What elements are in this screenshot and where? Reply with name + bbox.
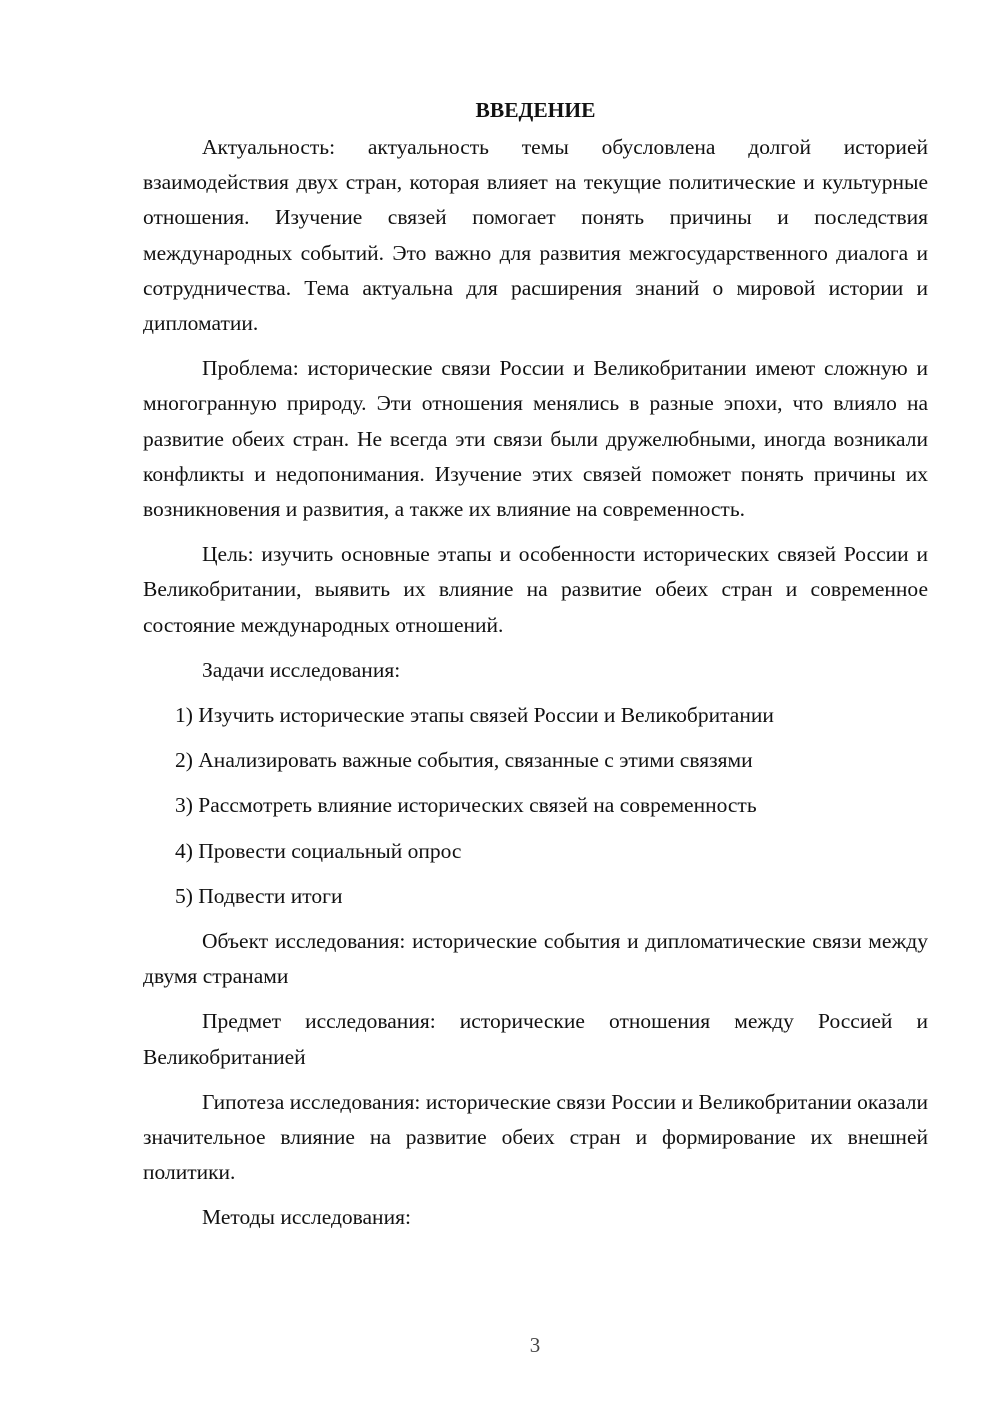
task-item: 5) Подвести итоги bbox=[175, 883, 343, 908]
tasks-heading: Задачи исследования: bbox=[202, 657, 401, 682]
subject-paragraph: Предмет исследования: исторические отношения между Россией и Великобританией bbox=[143, 1009, 928, 1069]
methods-heading: Методы исследования: bbox=[202, 1205, 411, 1230]
task-item: 2) Анализировать важные события, связанные с этими связями bbox=[175, 748, 753, 773]
section-title: ВВЕДЕНИЕ bbox=[475, 98, 596, 122]
tasks-list bbox=[143, 698, 928, 914]
goal-paragraph: Цель: изучить основные этапы и особенности исторических связей России и Великобритании, выявить их влияние на развитие обеих стран и современное состояние международных отношений. bbox=[143, 542, 928, 637]
task-item: 1) Изучить исторические этапы связей России и Великобритании bbox=[175, 703, 774, 728]
task-item: 4) Провести социальный опрос bbox=[175, 838, 462, 863]
page-number: 3 bbox=[529, 1333, 541, 1357]
relevance-paragraph: Актуальность: актуальность темы обусловлена долгой историей взаимодействия двух стран, которая влияет на текущие политические и культурные отношения. Изучение связей помогает понять причины и последствия международных событий. Это важно для развития межгосударственного диалога и сотрудничества. Тема актуальна для расширения знаний о мировой истории и дипломатии. bbox=[143, 135, 928, 336]
problem-paragraph: Проблема: исторические связи России и Великобритании имеют сложную и многогранную природу. Эти отношения менялись в разные эпохи, что влияло на развитие обеих стран. Не всегда эти связи были дружелюбными, иногда возникали конфликты и недопонимания. Изучение этих связей поможет понять причины их возникновения и развития, а также их влияние на современность. bbox=[143, 356, 928, 522]
object-paragraph: Объект исследования: исторические события и дипломатические связи между двумя странами bbox=[143, 929, 928, 989]
task-item: 3) Рассмотреть влияние исторических связей на современность bbox=[175, 793, 757, 818]
page-content bbox=[143, 92, 928, 1246]
hypothesis-paragraph: Гипотеза исследования: исторические связи России и Великобритании оказали значительное влияние на развитие обеих стран и формирование их внешней политики. bbox=[143, 1089, 928, 1185]
